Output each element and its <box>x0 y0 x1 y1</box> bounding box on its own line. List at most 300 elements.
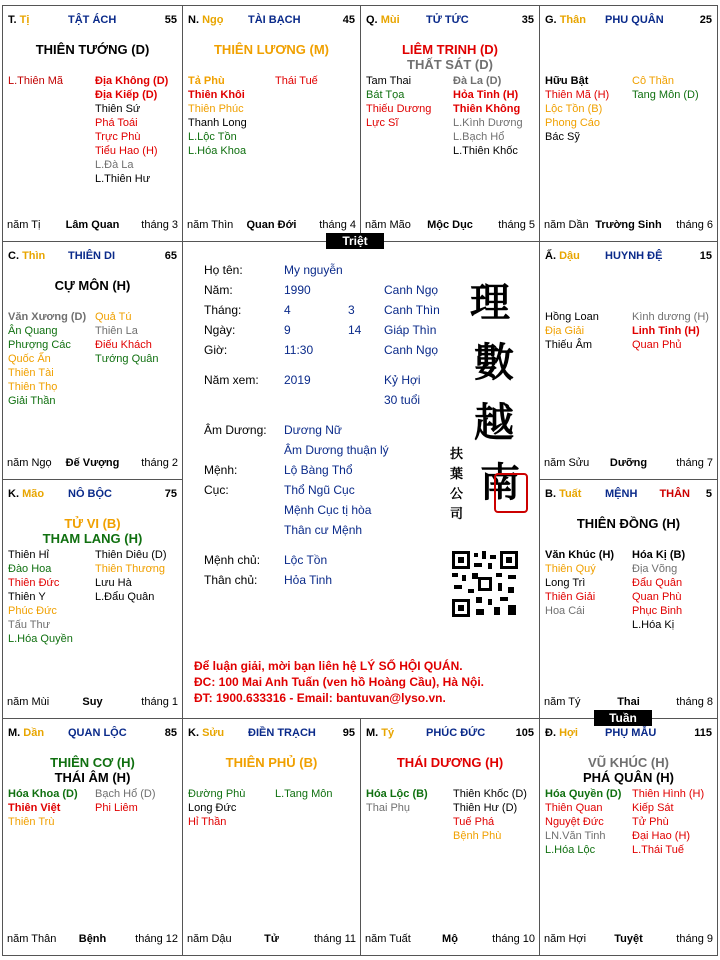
minor-stars-right <box>632 74 699 102</box>
minor-stars-right <box>95 310 159 366</box>
minor-star: Lộc Tồn (B) <box>545 103 603 115</box>
month-value: 4 <box>284 303 291 317</box>
minor-stars-left <box>188 74 247 158</box>
palace-footer <box>544 219 713 233</box>
main-star: PHÁ QUÂN (H) <box>583 770 674 785</box>
palace-dan <box>2 718 183 956</box>
menhchu-label: Mệnh chủ: <box>204 553 261 567</box>
palace-code <box>188 14 223 26</box>
palace-title: PHỤ MẪU <box>605 727 657 739</box>
palace-title: NÔ BỘC <box>68 488 112 500</box>
minor-star: Hóa Kị (B) <box>632 549 686 561</box>
minor-star: Đường Phù <box>188 788 246 800</box>
palace-branch: Tý <box>381 727 395 739</box>
minor-star: Nguyệt Đức <box>545 816 604 828</box>
thanchu-label: Thân chủ: <box>204 573 258 587</box>
palace-stage: Mộc Dục <box>427 219 473 231</box>
palace-thin <box>2 241 183 480</box>
minor-star: Thiếu Dương <box>366 103 432 115</box>
minor-star: Trực Phù <box>95 131 141 143</box>
palace-header <box>366 727 534 741</box>
contact-line[interactable]: ĐT: 1900.633316 - Email: bantuvan@lyso.vn. <box>194 691 446 705</box>
year-value: 1990 <box>284 283 311 297</box>
minor-star: Tấu Thư <box>8 619 51 631</box>
palace-header <box>545 488 712 502</box>
name-value: My nguyễn <box>284 263 343 277</box>
palace-month: tháng 3 <box>141 219 178 231</box>
palace-title: TỬ TỨC <box>426 14 469 26</box>
palace-number: 95 <box>342 727 355 739</box>
minor-star: Đào Hoa <box>8 563 52 575</box>
palace-footer <box>7 933 178 947</box>
palace-year: năm Tuất <box>365 933 411 945</box>
minor-star: L.Kình Dương <box>453 117 523 129</box>
minor-star: Quan Phủ <box>632 339 682 351</box>
minor-star: Thiếu Âm <box>545 339 593 351</box>
minor-star: Phượng Các <box>8 339 71 351</box>
palace-stage: Tuyệt <box>614 933 643 945</box>
palace-title: PHU QUÂN <box>605 14 664 26</box>
minor-star: Phá Toái <box>95 117 138 129</box>
palace-stage: Lâm Quan <box>65 219 120 231</box>
palace-year: năm Ngọ <box>7 457 52 469</box>
month-lunar: 3 <box>348 303 355 317</box>
qr-code-icon[interactable] <box>450 549 520 619</box>
palace-header <box>8 488 177 502</box>
palace-code <box>188 727 224 739</box>
minor-star: Bác Sỹ <box>545 131 580 143</box>
red-seal-icon <box>494 473 528 513</box>
cuc-note1: Mệnh Cục tị hòa <box>284 503 372 517</box>
month-label: Tháng: <box>204 303 242 317</box>
amduong-value: Dương Nữ <box>284 423 342 437</box>
minor-star: Thiên Không <box>453 103 521 115</box>
minor-star: L.Bạch Hổ <box>453 131 505 143</box>
palace-suu <box>182 718 361 956</box>
minor-stars-right <box>453 787 527 843</box>
minor-star: Thiên Giải <box>545 591 596 603</box>
palace-ti <box>2 5 183 242</box>
minor-star: Điếu Khách <box>95 339 152 351</box>
minor-star: L.Lộc Tồn <box>188 131 237 143</box>
minor-star: L.Hóa Khoa <box>188 145 247 157</box>
minor-star: Kiếp Sát <box>632 802 674 814</box>
small-seal-char: 司 <box>450 507 464 522</box>
minor-star: Thiên Hỉ <box>8 549 49 561</box>
main-star: CỰ MÔN (H) <box>54 278 131 293</box>
palace-title: PHÚC ĐỨC <box>426 727 486 739</box>
palace-hoi <box>539 718 718 956</box>
palace-footer <box>544 696 713 710</box>
palace-month: tháng 7 <box>676 457 713 469</box>
minor-star: LN.Văn Tinh <box>545 830 606 842</box>
palace-branch: Mùi <box>380 14 400 26</box>
palace-dau <box>539 241 718 480</box>
minor-star: Tuế Phá <box>453 816 495 828</box>
minor-star: Thiên Khôi <box>188 89 245 101</box>
minor-stars-left <box>545 310 599 352</box>
minor-stars-left <box>545 74 609 144</box>
palace-header <box>545 14 712 28</box>
minor-star: Tang Môn (D) <box>632 89 699 101</box>
minor-star: Thiên Mã (H) <box>545 89 610 101</box>
palace-year: năm Tị <box>7 219 41 231</box>
calligraphy-char: 越 <box>474 399 514 446</box>
minor-stars-right <box>275 787 332 801</box>
minor-star: Bát Tọa <box>366 89 405 101</box>
minor-stars-right <box>95 787 156 815</box>
main-star: TỬ VI (B) <box>64 516 121 531</box>
palace-stem: T. <box>8 14 17 26</box>
minor-star: Đà La (D) <box>453 75 502 87</box>
palace-year: năm Thìn <box>187 219 234 231</box>
minor-star: Thiên Thương <box>95 563 166 575</box>
amduong-label: Âm Dương: <box>204 423 267 437</box>
palace-header <box>8 14 177 28</box>
minor-star: Phục Binh <box>632 605 683 617</box>
palace-tag: THÂN <box>659 488 690 500</box>
day-lunar: 14 <box>348 323 362 337</box>
minor-star: Thiên La <box>95 325 138 337</box>
hour-value: 11:30 <box>284 343 314 357</box>
palace-year: năm Dần <box>544 219 589 231</box>
palace-ty <box>360 718 540 956</box>
palace-year: năm Mão <box>365 219 411 231</box>
name-label: Họ tên: <box>204 263 243 277</box>
triet-marker: Triệt <box>326 233 384 249</box>
year-canchi: Canh Ngọ <box>384 283 439 297</box>
menh-value: Lộ Bàng Thổ <box>284 463 353 477</box>
minor-star: Hóa Lộc (B) <box>366 788 428 800</box>
calligraphy-char: 理 <box>470 279 510 326</box>
small-seal-char: 扶 <box>450 447 464 462</box>
minor-star: Long Đức <box>188 802 237 814</box>
palace-branch: Mão <box>22 488 45 500</box>
palace-stage: Đế Vượng <box>65 457 120 469</box>
small-seal-char: 公 <box>450 487 464 502</box>
palace-stage: Tử <box>264 933 279 945</box>
menhchu-value: Lộc Tồn <box>284 553 328 567</box>
view-year-canchi: Kỷ Hợi <box>384 373 421 387</box>
palace-number: 75 <box>164 488 177 500</box>
day-value: 9 <box>284 323 291 337</box>
minor-star: Hoa Cái <box>545 605 585 617</box>
palace-title: TẬT ÁCH <box>68 14 117 26</box>
minor-star: Địa Giải <box>545 325 585 337</box>
minor-star: Thiên Quý <box>545 563 596 575</box>
palace-number: 65 <box>164 250 177 262</box>
palace-title: THIÊN DI <box>68 250 116 262</box>
minor-star: Bệnh Phù <box>453 830 502 842</box>
minor-stars-right <box>275 74 318 88</box>
calligraphy-char: 數 <box>474 339 514 386</box>
minor-star: Lưu Hà <box>95 577 132 589</box>
minor-star: Kình dương (H) <box>632 311 709 323</box>
palace-branch: Hợi <box>559 727 578 739</box>
palace-branch: Dần <box>23 727 45 739</box>
palace-number: 115 <box>694 727 712 739</box>
minor-stars-right <box>632 310 709 352</box>
palace-code <box>8 727 44 739</box>
palace-code <box>8 250 45 262</box>
main-star: THAM LANG (H) <box>42 531 143 546</box>
main-star: VŨ KHÚC (H) <box>588 755 669 770</box>
minor-star: Văn Khúc (H) <box>545 549 615 561</box>
minor-star: L.Thiên Mã <box>8 75 64 87</box>
palace-stem: C. <box>8 250 19 262</box>
palace-stem: Ấ. <box>545 250 556 262</box>
main-star: THÁI ÂM (H) <box>54 770 131 785</box>
palace-stage: Trường Sinh <box>595 219 662 231</box>
palace-header <box>8 250 177 264</box>
minor-star: Địa Không (D) <box>95 75 169 87</box>
month-canchi: Canh Thìn <box>384 303 440 317</box>
hour-canchi: Canh Ngọ <box>384 343 439 357</box>
day-label: Ngày: <box>204 323 236 337</box>
palace-branch: Ngọ <box>202 14 224 26</box>
palace-footer <box>7 696 178 710</box>
palace-code <box>8 14 29 26</box>
cuc-value: Thổ Ngũ Cục <box>284 483 355 497</box>
palace-title: TÀI BẠCH <box>248 14 301 26</box>
minor-stars-right <box>632 548 685 632</box>
palace-mao <box>2 479 183 719</box>
palace-stem: N. <box>188 14 199 26</box>
minor-star: Thiên Hình (H) <box>632 788 705 800</box>
minor-star: Cô Thần <box>632 75 674 87</box>
palace-year: năm Dậu <box>187 933 232 945</box>
minor-star: Văn Xương (D) <box>8 311 87 323</box>
palace-month: tháng 12 <box>135 933 178 945</box>
main-star: THIÊN ĐỒNG (H) <box>576 516 681 531</box>
palace-month: tháng 5 <box>498 219 535 231</box>
palace-stem: B. <box>545 488 556 500</box>
small-seal-char: 葉 <box>450 467 464 482</box>
palace-number: 5 <box>705 488 712 500</box>
minor-star: Hỏa Tinh (H) <box>453 89 519 101</box>
minor-star: L.Tang Môn <box>275 788 333 800</box>
thanchu-value: Hỏa Tinh <box>284 573 333 587</box>
minor-star: Linh Tinh (H) <box>632 325 700 337</box>
minor-star: Đại Hao (H) <box>632 830 691 842</box>
palace-branch: Tuất <box>559 488 582 500</box>
palace-number: 45 <box>342 14 355 26</box>
minor-star: L.Hóa Lộc <box>545 844 596 856</box>
palace-year: năm Sửu <box>544 457 590 469</box>
view-year-value: 2019 <box>284 373 311 387</box>
palace-footer <box>7 219 178 233</box>
palace-number: 15 <box>699 250 712 262</box>
minor-star: Lực Sĩ <box>366 117 399 129</box>
minor-star: Thiên Tài <box>8 367 54 379</box>
main-star: THIÊN LƯƠNG (M) <box>213 42 330 57</box>
palace-number: 105 <box>515 727 534 739</box>
minor-stars-left <box>545 548 614 618</box>
minor-star: Tam Thai <box>366 75 412 87</box>
minor-stars-left <box>545 787 621 857</box>
palace-footer <box>187 933 356 947</box>
minor-star: Hữu Bật <box>545 75 589 87</box>
minor-star: Hóa Khoa (D) <box>8 788 78 800</box>
palace-branch: Tị <box>19 14 30 26</box>
palace-code <box>545 488 581 500</box>
palace-header <box>188 14 355 28</box>
palace-branch: Thân <box>559 14 586 26</box>
minor-star: Thiên Phúc <box>188 103 244 115</box>
palace-number: 85 <box>164 727 177 739</box>
minor-star: Địa Võng <box>632 563 678 575</box>
palace-number: 25 <box>699 14 712 26</box>
minor-star: Phúc Đức <box>8 605 57 617</box>
palace-month: tháng 11 <box>313 933 356 945</box>
minor-star: Tướng Quân <box>95 353 159 365</box>
tuan-marker: Tuần <box>594 710 652 726</box>
minor-star: L.Thiên Hư <box>95 173 151 185</box>
palace-branch: Thìn <box>22 250 46 262</box>
palace-stem: Đ. <box>545 727 556 739</box>
palace-footer <box>7 457 178 471</box>
palace-stage: Thai <box>617 696 640 708</box>
palace-code <box>545 250 580 262</box>
minor-star: Hóa Quyền (D) <box>545 788 622 800</box>
palace-title: QUAN LỘC <box>68 727 127 739</box>
minor-stars-left <box>8 310 86 408</box>
minor-star: Thiên Diêu (D) <box>95 549 167 561</box>
palace-month: tháng 1 <box>141 696 178 708</box>
cuc-note2: Thân cư Mệnh <box>284 523 363 537</box>
cuc-label: Cục: <box>204 483 229 497</box>
minor-star: Giải Thần <box>8 395 56 407</box>
minor-star: L.Hóa Quyền <box>8 633 73 645</box>
year-label: Năm: <box>204 283 233 297</box>
palace-number: 55 <box>164 14 177 26</box>
contact-line: Để luận giải, mời bạn liên hệ LÝ SỐ HỘI QUÁN. <box>194 659 463 673</box>
main-star: THIÊN PHỦ (B) <box>225 755 318 770</box>
minor-star: Long Trì <box>545 577 586 589</box>
palace-stage: Suy <box>82 696 103 708</box>
minor-stars-left <box>366 74 431 130</box>
minor-star: L.Hóa Kị <box>632 619 675 631</box>
minor-star: Thiên Hư (D) <box>453 802 518 814</box>
minor-star: Phi Liêm <box>95 802 138 814</box>
minor-star: Tiểu Hao (H) <box>95 145 158 157</box>
palace-code <box>366 14 400 26</box>
palace-stage: Bệnh <box>78 933 107 945</box>
palace-than <box>539 5 718 242</box>
minor-star: Ân Quang <box>8 325 58 337</box>
minor-star: Thiên Trù <box>8 816 55 828</box>
calligraphy-char: 南 <box>480 459 520 506</box>
minor-star: Tử Phù <box>632 816 669 828</box>
palace-branch: Dậu <box>559 250 580 262</box>
palace-code <box>545 727 578 739</box>
palace-title: ĐIỀN TRẠCH <box>248 727 316 739</box>
amduong-note: Âm Dương thuận lý <box>284 443 389 457</box>
palace-stem: K. <box>188 727 199 739</box>
minor-star: Hồng Loan <box>545 311 599 323</box>
palace-month: tháng 6 <box>676 219 713 231</box>
minor-star: Bạch Hổ (D) <box>95 788 156 800</box>
minor-star: Thiên Quan <box>545 802 603 814</box>
minor-star: Quả Tú <box>95 311 132 323</box>
palace-footer <box>365 933 535 947</box>
palace-stage: Quan Đới <box>246 219 297 231</box>
age-value: 30 tuổi <box>384 393 421 407</box>
palace-footer <box>544 457 713 471</box>
palace-stem: G. <box>545 14 557 26</box>
palace-year: năm Tý <box>544 696 581 708</box>
minor-star: L.Đẩu Quân <box>95 591 155 603</box>
minor-star: Thiên Thọ <box>8 381 58 393</box>
palace-stage: Mộ <box>442 933 458 945</box>
minor-stars-left <box>8 787 78 829</box>
main-star: LIÊM TRINH (D) <box>401 42 499 57</box>
palace-month: tháng 8 <box>676 696 713 708</box>
minor-stars-right <box>453 74 523 158</box>
palace-year: năm Thân <box>7 933 57 945</box>
palace-code <box>366 727 394 739</box>
minor-star: Quan Phù <box>632 591 682 603</box>
minor-stars-left <box>8 74 63 88</box>
palace-code <box>545 14 586 26</box>
palace-header <box>366 14 534 28</box>
minor-stars-right <box>632 787 704 857</box>
minor-star: Thái Tuế <box>275 75 318 87</box>
minor-star: L.Thái Tuế <box>632 844 684 856</box>
menh-label: Mệnh: <box>204 463 238 477</box>
main-star: THIÊN CƠ (H) <box>50 755 135 770</box>
palace-footer <box>187 219 356 233</box>
minor-stars-left <box>188 787 245 829</box>
palace-stem: M. <box>366 727 379 739</box>
palace-header <box>8 727 177 741</box>
palace-header <box>545 250 712 264</box>
palace-ngo <box>182 5 361 242</box>
palace-month: tháng 9 <box>676 933 713 945</box>
minor-star: L.Đà La <box>95 159 134 171</box>
palace-month: tháng 10 <box>492 933 535 945</box>
view-year-label: Năm xem: <box>204 373 259 387</box>
palace-number: 35 <box>521 14 534 26</box>
palace-year: năm Mùi <box>7 696 50 708</box>
minor-star: Thiên Đức <box>8 577 60 589</box>
minor-stars-left <box>8 548 73 646</box>
palace-stem: Q. <box>366 14 378 26</box>
palace-stage: Dưỡng <box>609 457 648 469</box>
palace-footer <box>365 219 535 233</box>
main-star: THẤT SÁT (D) <box>407 57 493 72</box>
minor-star: Thiên Y <box>8 591 46 603</box>
palace-stem: K. <box>8 488 19 500</box>
palace-header <box>188 727 355 741</box>
minor-star: L.Thiên Khốc <box>453 145 518 157</box>
minor-star: Thiên Khốc (D) <box>453 788 527 800</box>
main-star: THÁI DƯƠNG (H) <box>396 755 504 770</box>
minor-star: Hỉ Thần <box>188 816 227 828</box>
minor-stars-right <box>95 74 168 186</box>
palace-code <box>8 488 44 500</box>
main-star: THIÊN TƯỚNG (D) <box>35 42 150 57</box>
palace-footer <box>544 933 713 947</box>
palace-title: HUYNH ĐỆ <box>605 250 663 262</box>
contact-line: ĐC: 100 Mai Anh Tuấn (ven hồ Hoàng Cầu), Hà Nội. <box>194 675 485 689</box>
center-panel <box>182 241 539 718</box>
palace-title: MỆNH <box>605 488 638 500</box>
minor-star: Đẩu Quân <box>632 577 683 589</box>
palace-year: năm Hợi <box>544 933 587 945</box>
palace-month: tháng 4 <box>319 219 356 231</box>
palace-tuat <box>539 479 718 719</box>
